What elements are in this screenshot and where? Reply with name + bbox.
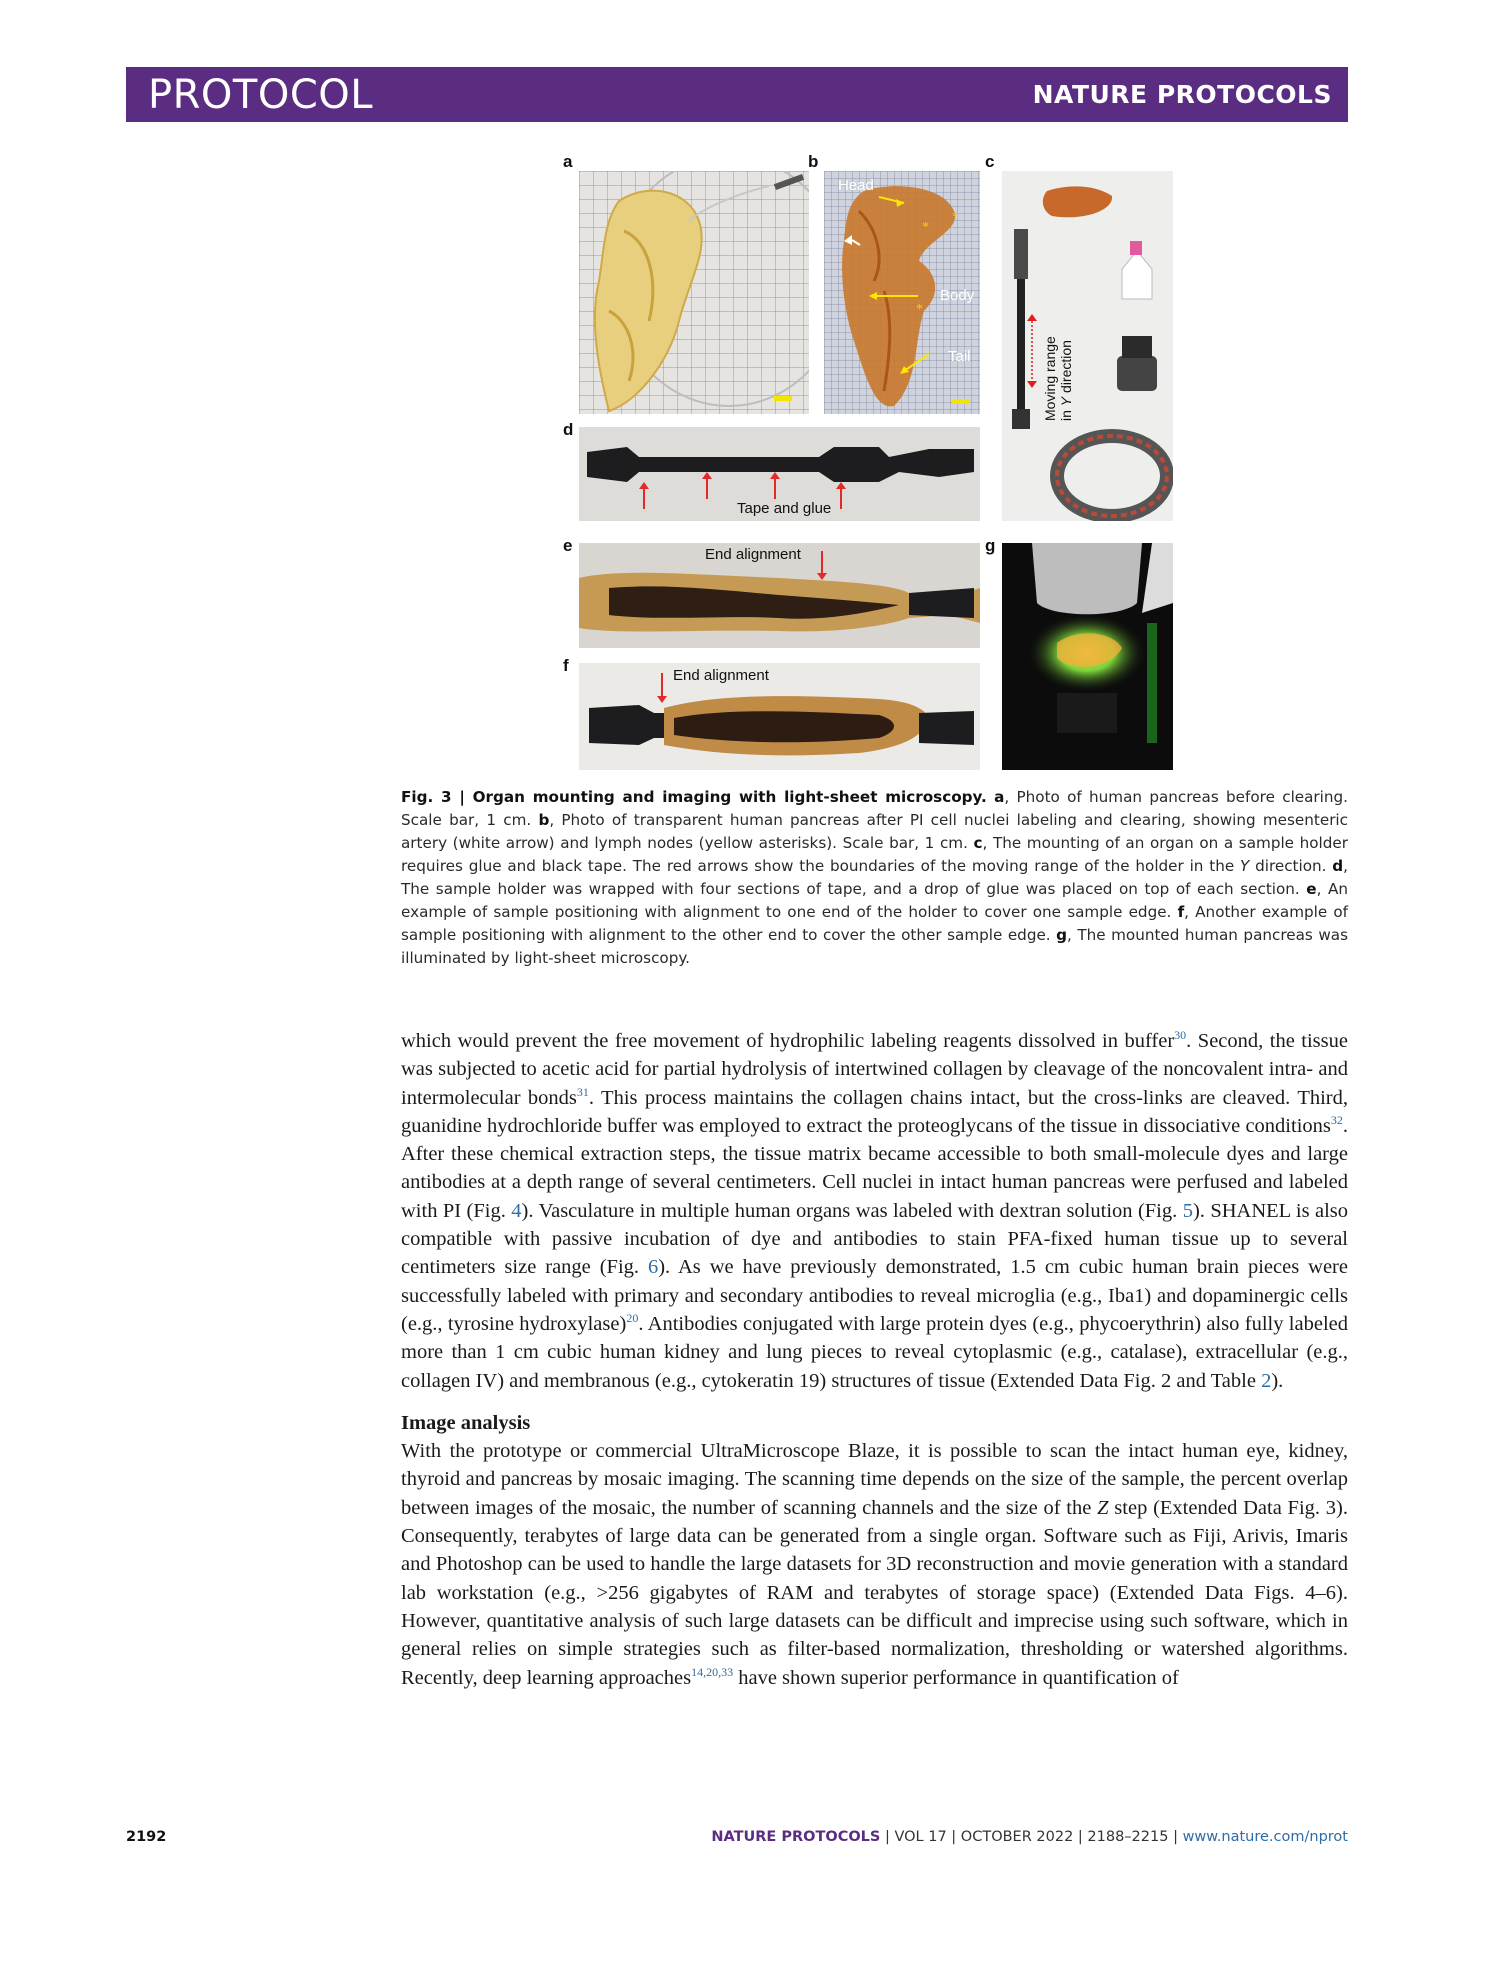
caption-text-c: , The mounting of an organ on a sample holder requires glue and black tape. The red arrows show the boundaries of the moving range of the holder in the: [401, 834, 1348, 875]
caption-label-a: a: [994, 788, 1005, 806]
italic-z: Z: [1097, 1496, 1109, 1519]
panel-label-e: e: [563, 536, 573, 555]
moving-range-line1: Moving range: [1042, 336, 1058, 421]
caption-text-f: , Another example of sample positioning with alignment to the other end to cover the other sample edge.: [401, 903, 1349, 944]
moving-range-label: [1042, 281, 1074, 421]
moving-range-prefix: in: [1058, 406, 1074, 421]
body-text: have shown superior performance in quantification of: [733, 1666, 1179, 1689]
citation-30[interactable]: 30: [1174, 1028, 1187, 1043]
caption-text-e: , An example of sample positioning with alignment to one end of the holder to cover one sample edge.: [401, 880, 1348, 921]
journal-header-bar: [126, 67, 1348, 122]
section-label: PROTOCOL: [148, 71, 374, 118]
body-text: ). As we have previously demonstrated, 1.5 cm cubic human brain pieces were successfully labeled with primary and secondary antibodies to reveal microglia (e.g., Iba1) and dopaminergic cells (e.g., tyrosine hydroxylase): [401, 1256, 1348, 1335]
caption-label-g: g: [1056, 926, 1068, 944]
fig-6-link[interactable]: 6: [647, 1256, 659, 1279]
body-text: . After these chemical extraction steps, the tissue matrix became accessible to both small-molecule dyes and large antibodies at a depth range of several centimeters. Cell nuclei in intact human pancreas were perfused and labeled with PI (Fig.: [401, 1114, 1348, 1222]
label-end-alignment-f: End alignment: [673, 667, 769, 684]
caption-italic-y: Y: [1239, 857, 1250, 875]
body-text: . Second, the tissue was subjected to acetic acid for partial hydrolysis of intertwined collagen by cleavage of the noncovalent intra- and intermolecular bonds: [401, 1030, 1348, 1109]
citation-32[interactable]: 32: [1330, 1113, 1343, 1128]
panel-c-photo: [1002, 171, 1173, 521]
journal-url-link[interactable]: www.nature.com/nprot: [1182, 1829, 1348, 1845]
caption-label-e: e: [1306, 880, 1317, 898]
body-text: With the prototype or commercial UltraMicroscope Blaze, it is possible to scan the intact human eye, kidney, thyroid and pancreas by mosaic imaging. The scanning time depends on the size of the sample, the percent overlap between images of the mosaic, the number of scanning channels and the size of the: [401, 1440, 1348, 1519]
caption-text-c2: direction.: [1249, 857, 1333, 875]
journal-name: NATURE PROTOCOLS: [1032, 80, 1332, 109]
caption-label-c: c: [973, 834, 983, 852]
page-number-text: 2192: [126, 1829, 167, 1845]
page-number: [126, 1829, 166, 1845]
citation-14-20-33[interactable]: 14,20,33: [691, 1664, 734, 1679]
journal-footer: [711, 1829, 1348, 1845]
caption-label-f: f: [1177, 903, 1185, 921]
body-text: ).: [1271, 1369, 1284, 1392]
holder-and-tools-illustration: [1002, 171, 1173, 521]
sample-alignment-other-end-illustration: [579, 663, 980, 770]
panel-label-g: g: [985, 536, 996, 555]
label-tape-and-glue: Tape and glue: [737, 500, 832, 517]
footer-issue-details: | VOL 17 | OCTOBER 2022 | 2188–2215 |: [880, 1829, 1183, 1845]
caption-label-d: d: [1332, 857, 1344, 875]
moving-range-axis: Y: [1058, 396, 1074, 407]
label-tail: Tail: [948, 348, 971, 365]
paragraph-1: [401, 1027, 1348, 1395]
panel-f-photo: [579, 663, 980, 770]
panel-label-a: a: [563, 152, 573, 171]
body-text: ). Vasculature in multiple human organs was labeled with dextran solution (Fig.: [521, 1199, 1183, 1222]
svg-text:*: *: [922, 220, 929, 235]
body-text: ). SHANEL is also compatible with passive incubation of dye and antibodies to stain PFA-fixed human tissue up to several centimeters size range (Fig.: [401, 1199, 1349, 1279]
svg-text:*: *: [916, 302, 923, 317]
panel-label-b: b: [808, 152, 819, 171]
caption-text-a: , Photo of human pancreas before clearing. Scale bar, 1 cm.: [401, 788, 1348, 829]
svg-text:*: *: [952, 210, 959, 225]
citation-20[interactable]: 20: [626, 1311, 639, 1326]
body-text: . This process maintains the collagen chains intact, but the cross-links are cleaved. Third, guanidine hydrochloride buffer was employed to extract the proteoglycans of the tissue in dissociative conditions: [401, 1086, 1348, 1137]
caption-figure-label: Fig. 3 | Organ mounting and imaging with light-sheet microscopy.: [401, 788, 987, 806]
body-text: step (Extended Data Fig. 3). Consequently, terabytes of large data can be generated from a single organ. Software such as Fiji, Arivis, Imaris and Photoshop can be used to handle the large datasets for 3D reconstruction and movie generation with a standard lab workstation (e.g., >256 gigabytes of RAM and terabytes of storage space) (Extended Data Figs. 4–6). However, quantitative analysis of such large datasets can be difficult and imprecise using such software, which in general relies on simple strategies such as filter-based normalization, thresholding or watershed algorithms. Recently, deep learning approaches: [401, 1496, 1348, 1689]
article-body: [401, 1027, 1348, 1692]
section-heading-image-analysis: Image analysis: [401, 1411, 531, 1434]
moving-range-line2: [1058, 281, 1074, 421]
figure-caption: [401, 786, 1348, 970]
panel-label-d: d: [563, 420, 574, 439]
caption-label-b: b: [538, 811, 550, 829]
panel-e-photo: [579, 543, 980, 648]
moving-range-suffix: direction: [1058, 340, 1074, 397]
body-text: which would prevent the free movement of hydrophilic labeling reagents dissolved in buffer: [401, 1030, 1175, 1052]
caption-text-g: , The mounted human pancreas was illuminated by light-sheet microscopy.: [401, 926, 1348, 967]
lightsheet-illumination-illustration: [1002, 543, 1173, 770]
panel-a-photo: [579, 171, 809, 414]
footer-journal-name: NATURE PROTOCOLS: [711, 1829, 881, 1845]
pancreas-raw-illustration: [579, 171, 809, 414]
panel-b-photo: [824, 171, 980, 414]
fig-4-link[interactable]: 4: [511, 1199, 522, 1222]
label-end-alignment-e: End alignment: [705, 546, 801, 563]
table-2-link[interactable]: 2: [1261, 1369, 1272, 1392]
caption-text-b: , Photo of transparent human pancreas after PI cell nuclei labeling and clearing, showing mesenteric artery (white arrow) and lymph nodes (yellow asterisks). Scale bar, 1 cm.: [401, 811, 1349, 852]
panel-label-f: f: [563, 656, 569, 675]
body-text: . Antibodies conjugated with large protein dyes (e.g., phycoerythrin) also fully labeled more than 1 cm cubic human kidney and lung pieces to reveal cytoplasmic (e.g., catalase), extracellular (e.g., collagen IV) and membranous (e.g., cytokeratin 19) structures of tissue (Extended Data Fig. 2 and Table: [401, 1312, 1348, 1392]
panel-label-c: c: [985, 152, 995, 171]
label-body: Body: [940, 287, 975, 304]
label-head: Head: [838, 177, 874, 194]
panel-g-photo: [1002, 543, 1173, 770]
panel-d-photo: [579, 427, 980, 521]
fig-5-link[interactable]: 5: [1182, 1199, 1193, 1222]
caption-text-d: , The sample holder was wrapped with four sections of tape, and a drop of glue was placed on top of each section.: [401, 857, 1348, 898]
citation-31[interactable]: 31: [576, 1084, 589, 1099]
paragraph-2: [401, 1437, 1348, 1692]
